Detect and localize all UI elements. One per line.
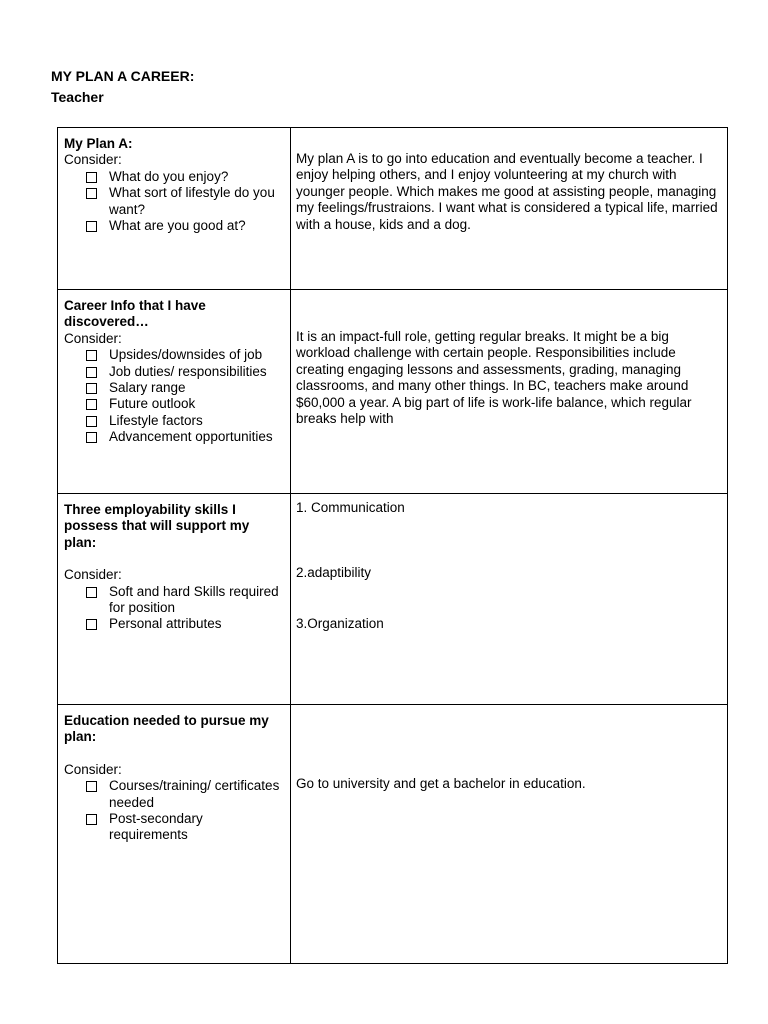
checklist-item <box>86 185 284 218</box>
checklist-item <box>86 778 284 811</box>
answer-plan-a: My plan A is to go into education and eventually become a teacher. I enjoy helping others, and I enjoy volunteering at my church with younger people. Which makes me good at assisting people, managing my feelings/frustraions. I want what is considered a typical life, married with a house, kids and a dog. <box>296 151 718 232</box>
checkbox-icon <box>86 172 97 183</box>
checkbox-icon <box>86 350 97 361</box>
answer-cell <box>291 128 728 290</box>
prompt-cell <box>58 705 291 964</box>
checkbox-icon <box>86 383 97 394</box>
checkbox-icon <box>86 781 97 792</box>
consider-checklist <box>64 169 284 235</box>
answer-career-info: It is an impact-full role, getting regular breaks. It might be a big workload challenge with certain people. Responsibilities include creating engaging lessons and assessments, grading, managing classrooms, and many other things. In BC, teachers make around $60,000 a year. A big part of life is work-life balance, which regular breaks help with <box>296 329 692 427</box>
consider-label: Consider: <box>64 152 122 168</box>
consider-checklist <box>64 347 284 445</box>
checklist-item-label: What sort of lifestyle do you want? <box>109 185 275 217</box>
checklist-item-label: What do you enjoy? <box>109 168 229 184</box>
checklist-item-label: Upsides/downsides of job <box>109 347 263 363</box>
checklist-item-label: Personal attributes <box>109 616 222 632</box>
checklist-item-label: Lifestyle factors <box>109 412 203 428</box>
skill-item: 1. Communication <box>296 500 405 515</box>
checklist-item-label: Job duties/ responsibilities <box>109 363 267 379</box>
checklist-item <box>86 396 284 412</box>
document-subtitle: Teacher <box>51 89 104 105</box>
checklist-item-label: Advancement opportunities <box>109 429 273 445</box>
checkbox-icon <box>86 416 97 427</box>
consider-label: Consider: <box>64 330 122 346</box>
checkbox-icon <box>86 814 97 825</box>
prompt-cell <box>58 290 291 494</box>
checklist-item-label: Post-secondary requirements <box>109 811 203 843</box>
table-row-career-info <box>58 290 728 494</box>
skill-item: 3.Organization <box>296 615 384 631</box>
checklist-item <box>86 169 284 185</box>
checklist-item-label: Soft and hard Skills required for position <box>109 583 279 616</box>
answer-cell <box>291 290 728 494</box>
checklist-item <box>86 364 284 380</box>
skill-item: 2.adaptibility <box>296 565 372 581</box>
consider-checklist <box>64 584 284 633</box>
document-title: MY PLAN A CAREER: <box>51 68 195 84</box>
consider-label: Consider: <box>64 567 122 583</box>
checkbox-icon <box>86 399 97 410</box>
table-row-skills <box>58 494 728 705</box>
checkbox-icon <box>86 432 97 443</box>
table-row-plan-a <box>58 128 728 290</box>
section-title-skills: Three employability skills I possess that will support my plan: <box>64 502 250 550</box>
section-title-plan-a: My Plan A: <box>64 136 133 151</box>
prompt-cell <box>58 494 291 705</box>
answer-cell <box>291 494 728 705</box>
checkbox-icon <box>86 619 97 630</box>
prompt-cell <box>58 128 291 290</box>
checkbox-icon <box>86 221 97 232</box>
checklist-item <box>86 413 284 429</box>
checklist-item <box>86 380 284 396</box>
answer-cell <box>291 705 728 964</box>
checklist-item-label: Salary range <box>109 380 186 396</box>
answer-education: Go to university and get a bachelor in education. <box>296 776 586 791</box>
consider-label: Consider: <box>64 761 122 777</box>
table-row-education <box>58 705 728 964</box>
checkbox-icon <box>86 367 97 378</box>
checkbox-icon <box>86 587 97 598</box>
checklist-item <box>86 347 284 363</box>
checklist-item-label: Courses/training/ certificates needed <box>109 778 280 810</box>
section-title-education: Education needed to pursue my plan: <box>64 713 269 745</box>
checkbox-icon <box>86 188 97 199</box>
consider-checklist <box>64 778 284 844</box>
checklist-item <box>86 218 284 234</box>
checklist-item <box>86 584 284 617</box>
skills-answer-list <box>296 494 719 632</box>
checklist-item-label: What are you good at? <box>109 218 246 234</box>
career-plan-table <box>57 127 728 964</box>
section-title-career-info: Career Info that I have discovered… <box>64 298 206 330</box>
checklist-item <box>86 616 284 632</box>
checklist-item-label: Future outlook <box>109 396 196 412</box>
checklist-item <box>86 429 284 445</box>
checklist-item <box>86 811 284 844</box>
